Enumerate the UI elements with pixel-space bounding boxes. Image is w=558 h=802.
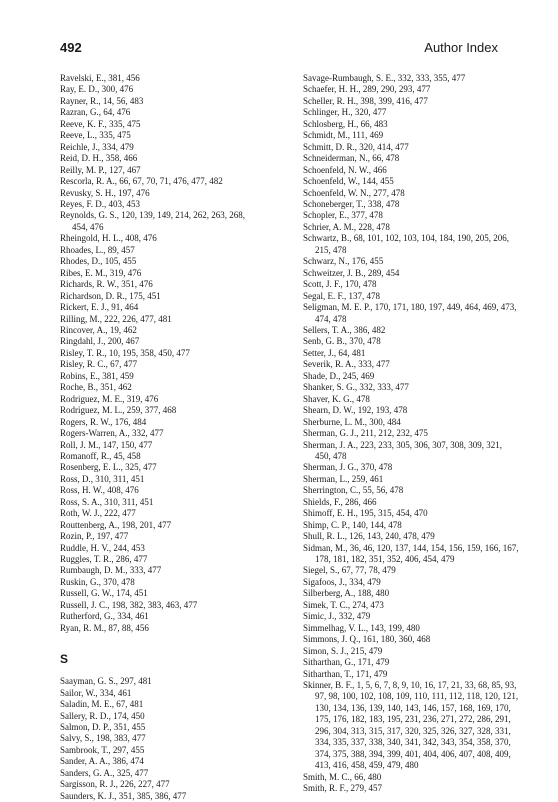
- index-entry: [60, 699, 275, 710]
- entry-text: Schoenfeld, W., 144, 455: [303, 176, 394, 187]
- index-entry: [60, 314, 275, 325]
- index-entry: [303, 669, 518, 680]
- index-entry: [60, 485, 275, 496]
- index-entry: [60, 779, 275, 790]
- index-entry: [60, 711, 275, 722]
- index-entry: [303, 359, 518, 370]
- entry-text: Sitharthan, T., 171, 479: [303, 668, 388, 679]
- entry-text: Shaver, K. G., 478: [303, 393, 370, 404]
- entry-text: Risley, T. R., 10, 195, 358, 450, 477: [60, 347, 190, 358]
- entries-right: [303, 73, 518, 795]
- entry-text: Schaefer, H. H., 289, 290, 293, 477: [303, 84, 431, 95]
- entry-text: Rodriguez, M. L., 259, 377, 468: [60, 405, 177, 416]
- entry-text: Saayman, G. S., 297, 481: [60, 676, 152, 687]
- index-entry: [303, 783, 518, 794]
- entry-text: Smith, R. F., 279, 457: [303, 783, 383, 794]
- entry-text: Rogers-Warren, A., 332, 477: [60, 428, 164, 439]
- index-entry: [303, 199, 518, 210]
- entry-text: Rumbaugh, D. M., 333, 477: [60, 565, 162, 576]
- entry-text: Rayner, R., 14, 56, 483: [60, 95, 144, 106]
- index-entry: [303, 657, 518, 668]
- entry-continuation: 175, 176, 182, 183, 195, 231, 236, 271, 272, 286, 291,: [315, 714, 511, 725]
- index-entry: [60, 588, 275, 599]
- entry-text: Shade, D., 245, 469: [303, 370, 375, 381]
- index-entry: [303, 268, 518, 279]
- page-header: [60, 40, 498, 62]
- entry-text: Schmitt, D. R., 320, 414, 477: [303, 141, 409, 152]
- entry-text: Revusky, S. H., 197, 476: [60, 187, 150, 198]
- entry-text: Ruskin, G., 370, 478: [60, 576, 135, 587]
- entry-continuation: 454, 476: [72, 221, 104, 232]
- index-entry: [60, 382, 275, 393]
- entry-text: Ray, E. D., 300, 476: [60, 84, 134, 95]
- entry-text: Sanders, G. A., 325, 477: [60, 767, 149, 778]
- index-entry: [60, 462, 275, 473]
- index-entry: [303, 336, 518, 347]
- page-number: 492: [60, 40, 82, 55]
- entry-text: Schweitzer, J. B., 289, 454: [303, 267, 400, 278]
- index-entry: [303, 325, 518, 336]
- index-entry: [303, 291, 518, 302]
- entry-text: Senb, G. B., 370, 478: [303, 336, 381, 347]
- index-entry: [60, 733, 275, 744]
- index-entry: [303, 188, 518, 199]
- entry-text: Simmons, J. Q., 161, 180, 360, 468: [303, 634, 431, 645]
- index-entry: [60, 336, 275, 347]
- entry-text: Roche, B., 351, 462: [60, 382, 132, 393]
- running-head: Author Index: [424, 40, 498, 55]
- entries-r: [60, 73, 275, 634]
- entry-continuation: 97, 98, 100, 102, 108, 109, 110, 111, 112, 118, 120, 121,: [315, 691, 519, 702]
- entry-text: Richards, R. W., 351, 476: [60, 279, 153, 290]
- entry-text: Shimoff, E. H., 195, 315, 454, 470: [303, 508, 428, 519]
- index-entry: [60, 302, 275, 313]
- index-entry: [60, 256, 275, 267]
- index-entry: [60, 676, 275, 687]
- entry-text: Sherburne, L. M., 300, 484: [303, 416, 401, 427]
- index-entry: [303, 417, 518, 428]
- index-entry: [60, 745, 275, 756]
- index-entry: [303, 176, 518, 187]
- entry-text: Reyes, F. D., 403, 453: [60, 198, 141, 209]
- entry-text: Smith, M. C., 66, 480: [303, 771, 382, 782]
- entry-text: Sidman, M., 36, 46, 120, 137, 144, 154, 156, 159, 166, 167,: [303, 542, 519, 553]
- index-entry: [60, 107, 275, 118]
- entry-text: Sherman, G. J., 211, 212, 232, 475: [303, 428, 428, 439]
- entry-text: Seligman, M. E. P., 170, 171, 180, 197, 449, 464, 469, 473,: [303, 302, 517, 313]
- index-entry: [303, 565, 518, 576]
- entry-text: Sellers, T. A., 386, 482: [303, 324, 386, 335]
- index-entry: [303, 210, 518, 221]
- index-entry: [303, 119, 518, 130]
- index-entry: [60, 577, 275, 588]
- entry-text: Shimp, C. P., 140, 144, 478: [303, 519, 402, 530]
- entry-text: Rickert, E. J., 91, 464: [60, 302, 139, 313]
- index-entry: [303, 577, 518, 588]
- entry-text: Savage-Rumbaugh, S. E., 332, 333, 355, 477: [303, 73, 466, 83]
- index-entry: [60, 600, 275, 611]
- entry-text: Rutherford, G., 334, 461: [60, 611, 149, 622]
- entry-text: Sambrook, T., 297, 455: [60, 744, 145, 755]
- index-entry: [303, 474, 518, 485]
- index-entry: [60, 394, 275, 405]
- entry-text: Sargisson, R. J., 226, 227, 477: [60, 779, 170, 790]
- index-entry: [60, 153, 275, 164]
- index-entry: [60, 279, 275, 290]
- entry-text: Sherman, J. G., 370, 478: [303, 462, 393, 473]
- index-entry: [60, 611, 275, 622]
- entry-text: Ross, S. A., 310, 311, 451: [60, 496, 154, 507]
- index-entry: [303, 222, 518, 233]
- index-entry: [303, 142, 518, 153]
- index-entry: [60, 199, 275, 210]
- entry-text: Segal, E. F., 137, 478: [303, 290, 381, 301]
- index-entry: [60, 623, 275, 634]
- entry-text: Schwartz, B., 68, 101, 102, 103, 104, 184, 190, 205, 206,: [303, 233, 509, 244]
- entry-text: Reeve, K. F., 335, 475: [60, 118, 141, 129]
- index-entry: [303, 371, 518, 382]
- entry-text: Routtenberg, A., 198, 201, 477: [60, 519, 172, 530]
- index-entry: [303, 508, 518, 519]
- index-entry: [303, 623, 518, 634]
- entry-text: Sander, A. A., 386, 474: [60, 756, 144, 767]
- entry-text: Schopler, E., 377, 478: [303, 210, 383, 221]
- index-entry: [303, 680, 518, 772]
- index-entry: [303, 130, 518, 141]
- left-column: [60, 73, 275, 802]
- index-entry: [60, 348, 275, 359]
- index-entry: [303, 611, 518, 622]
- index-entry: [303, 405, 518, 416]
- index-entry: [60, 768, 275, 779]
- entry-text: Sigafoos, J., 334, 479: [303, 576, 381, 587]
- index-entry: [303, 543, 518, 566]
- index-entry: [303, 279, 518, 290]
- entry-text: Sherrington, C., 55, 56, 478: [303, 485, 404, 496]
- index-entry: [303, 153, 518, 164]
- index-entry: [60, 268, 275, 279]
- index-entry: [303, 165, 518, 176]
- index-entry: [60, 756, 275, 767]
- entry-continuation: 334, 335, 337, 338, 340, 341, 342, 343, 354, 358, 370,: [315, 737, 511, 748]
- entry-text: Rosenberg, E. L., 325, 477: [60, 462, 157, 473]
- entry-text: Rodriguez, M. E., 319, 476: [60, 393, 159, 404]
- index-entry: [303, 233, 518, 256]
- entry-continuation: 296, 304, 313, 315, 317, 320, 325, 326, 327, 328, 331,: [315, 725, 511, 736]
- index-entry: [60, 791, 275, 802]
- entry-continuation: 215, 478: [315, 244, 347, 255]
- entry-text: Ruggles, T. R., 286, 477: [60, 554, 148, 565]
- entry-continuation: 413, 416, 458, 459, 479, 480: [315, 760, 419, 771]
- entry-text: Siegel, S., 67, 77, 78, 479: [303, 565, 396, 576]
- entry-text: Shields, F., 286, 466: [303, 496, 377, 507]
- entry-continuation: 130, 134, 136, 139, 140, 143, 146, 157, 168, 169, 170,: [315, 702, 511, 713]
- index-entry: [60, 508, 275, 519]
- index-entry: [60, 165, 275, 176]
- index-entry: [60, 543, 275, 554]
- index-entry: [303, 394, 518, 405]
- entry-text: Schrier, A. M., 228, 478: [303, 221, 390, 232]
- entry-text: Rescorla, R. A., 66, 67, 70, 71, 476, 477, 482: [60, 176, 223, 187]
- index-entry: [60, 474, 275, 485]
- entry-text: Rogers, R. W., 176, 484: [60, 416, 147, 427]
- index-entry: [60, 142, 275, 153]
- index-entry: [60, 520, 275, 531]
- index-entry: [303, 256, 518, 267]
- entry-text: Ryan, R. M., 87, 88, 456: [60, 622, 149, 633]
- index-entry: [303, 73, 518, 84]
- entry-text: Rhodes, D., 105, 455: [60, 256, 137, 267]
- index-entry: [303, 348, 518, 359]
- entry-continuation: 178, 181, 182, 351, 352, 406, 454, 479: [315, 554, 455, 565]
- index-entry: [60, 554, 275, 565]
- entry-text: Schoneberger, T., 338, 478: [303, 198, 400, 209]
- entry-text: Rozin, P., 197, 477: [60, 531, 129, 542]
- entry-text: Scott, J. F., 170, 478: [303, 279, 377, 290]
- index-entry: [303, 84, 518, 95]
- entry-text: Ross, H. W., 408, 476: [60, 485, 139, 496]
- index-entry: [60, 440, 275, 451]
- index-entry: [303, 497, 518, 508]
- entry-text: Roth, W. J., 222, 477: [60, 508, 136, 519]
- index-entry: [60, 405, 275, 416]
- entry-text: Rincover, A., 19, 462: [60, 324, 137, 335]
- entry-text: Razran, G., 64, 476: [60, 107, 131, 118]
- entry-text: Ross, D., 310, 311, 451: [60, 473, 145, 484]
- entry-text: Ringdahl, J., 200, 467: [60, 336, 140, 347]
- entry-text: Russell, G. W., 174, 451: [60, 588, 148, 599]
- entry-text: Schoenfeld, N. W., 466: [303, 164, 387, 175]
- entry-text: Simon, S. J., 215, 479: [303, 645, 383, 656]
- entry-text: Roll, J. M., 147, 150, 477: [60, 439, 153, 450]
- index-entry: [60, 188, 275, 199]
- entry-text: Risley, R. C., 67, 477: [60, 359, 138, 370]
- index-entry: [60, 688, 275, 699]
- entry-text: Skinner, B. F., 1, 5, 6, 7, 8, 9, 10, 16, 17, 21, 33, 68, 85, 93,: [303, 680, 517, 691]
- entry-text: Romanoff, R., 45, 458: [60, 450, 141, 461]
- entry-continuation: 450, 478: [315, 450, 347, 461]
- index-entry: [60, 371, 275, 382]
- index-entry: [303, 382, 518, 393]
- entry-text: Simek, T. C., 274, 473: [303, 599, 384, 610]
- index-entry: [303, 520, 518, 531]
- index-entry: [303, 96, 518, 107]
- entry-text: Rheingold, H. L., 408, 476: [60, 233, 157, 244]
- entry-text: Simic, J., 332, 479: [303, 611, 371, 622]
- index-entry: [60, 233, 275, 244]
- index-entry: [303, 588, 518, 599]
- entry-text: Saunders, K. J., 351, 385, 386, 477: [60, 790, 187, 801]
- index-entry: [303, 440, 518, 463]
- entry-text: Ravelski, E., 381, 456: [60, 73, 140, 83]
- entry-text: Reid, D. H., 358, 466: [60, 153, 138, 164]
- index-entry: [60, 84, 275, 95]
- entry-text: Scheller, R. H., 398, 399, 416, 477: [303, 95, 428, 106]
- entry-text: Russell, J. C., 198, 382, 383, 463, 477: [60, 599, 198, 610]
- entry-text: Shearn, D. W., 192, 193, 478: [303, 405, 408, 416]
- index-entry: [60, 96, 275, 107]
- entry-text: Reilly, M. P., 127, 467: [60, 164, 141, 175]
- entry-text: Rhoades, L., 89, 457: [60, 244, 135, 255]
- section-letter-s: S: [60, 652, 69, 667]
- index-entry: [60, 451, 275, 462]
- index-entry: [60, 291, 275, 302]
- entry-text: Sherman, L., 259, 461: [303, 473, 384, 484]
- index-entry: [60, 325, 275, 336]
- entry-text: Severik, R. A., 333, 477: [303, 359, 390, 370]
- entry-text: Ribes, E. M., 319, 476: [60, 267, 142, 278]
- entry-text: Sherman, J. A., 223, 233, 305, 306, 307, 308, 309, 321,: [303, 439, 502, 450]
- entry-text: Silberberg, A., 188, 480: [303, 588, 390, 599]
- entry-continuation: 474, 478: [315, 313, 347, 324]
- entry-text: Schneiderman, N., 66, 478: [303, 153, 400, 164]
- entry-text: Schmidt, M., 111, 469: [303, 130, 384, 141]
- entry-text: Richardson, D. R., 175, 451: [60, 290, 161, 301]
- entry-text: Robins, E., 381, 459: [60, 370, 134, 381]
- entry-text: Schlosberg, H., 66, 483: [303, 118, 388, 129]
- entry-text: Reichle, J., 334, 479: [60, 141, 134, 152]
- index-entry: [60, 176, 275, 187]
- entry-text: Shanker, S. G., 332, 333, 477: [303, 382, 409, 393]
- entry-text: Schlinger, H., 320, 477: [303, 107, 387, 118]
- index-entry: [303, 600, 518, 611]
- entry-text: Sailor, W., 334, 461: [60, 687, 132, 698]
- index-entry: [303, 634, 518, 645]
- index-entry: [60, 531, 275, 542]
- entry-text: Schoenfeld, W. N., 277, 478: [303, 187, 405, 198]
- index-entry: [60, 73, 275, 84]
- index-entry: [60, 722, 275, 733]
- entry-text: Schwarz, N., 176, 455: [303, 256, 384, 267]
- entry-text: Salmon, D. P., 351, 455: [60, 722, 146, 733]
- entries-s: [60, 676, 275, 802]
- index-entry: [60, 428, 275, 439]
- index-entry: [303, 428, 518, 439]
- index-entry: [303, 462, 518, 473]
- index-entry: [60, 417, 275, 428]
- entry-continuation: 374, 375, 388, 394, 399, 401, 404, 406, 407, 408, 409,: [315, 748, 511, 759]
- entry-text: Salvy, S., 198, 383, 477: [60, 733, 146, 744]
- index-entry: [303, 107, 518, 118]
- index-entry: [303, 485, 518, 496]
- index-entry: [60, 130, 275, 141]
- index-entry: [303, 531, 518, 542]
- index-entry: [303, 302, 518, 325]
- index-entry: [60, 359, 275, 370]
- right-column: [303, 73, 518, 795]
- entry-text: Sallery, R. D., 174, 450: [60, 710, 145, 721]
- index-entry: [60, 210, 275, 233]
- index-entry: [60, 245, 275, 256]
- entry-text: Simmelhag, V. L., 143, 199, 480: [303, 622, 420, 633]
- index-entry: [60, 565, 275, 576]
- index-entry: [60, 497, 275, 508]
- entry-text: Reynolds, G. S., 120, 139, 149, 214, 262, 263, 268,: [60, 210, 246, 221]
- entry-text: Ruddle, H. V., 244, 453: [60, 542, 145, 553]
- index-entry: [303, 646, 518, 657]
- entry-text: Sitharthan, G., 171, 479: [303, 657, 390, 668]
- index-entry: [60, 119, 275, 130]
- entry-text: Saladin, M. E., 67, 481: [60, 699, 144, 710]
- index-entry: [303, 772, 518, 783]
- entry-text: Reeve, L., 335, 475: [60, 130, 131, 141]
- entry-text: Rilling, M., 222, 226, 477, 481: [60, 313, 172, 324]
- entry-text: Setter, J., 64, 481: [303, 347, 366, 358]
- entry-text: Shull, R. L., 126, 143, 240, 478, 479: [303, 531, 435, 542]
